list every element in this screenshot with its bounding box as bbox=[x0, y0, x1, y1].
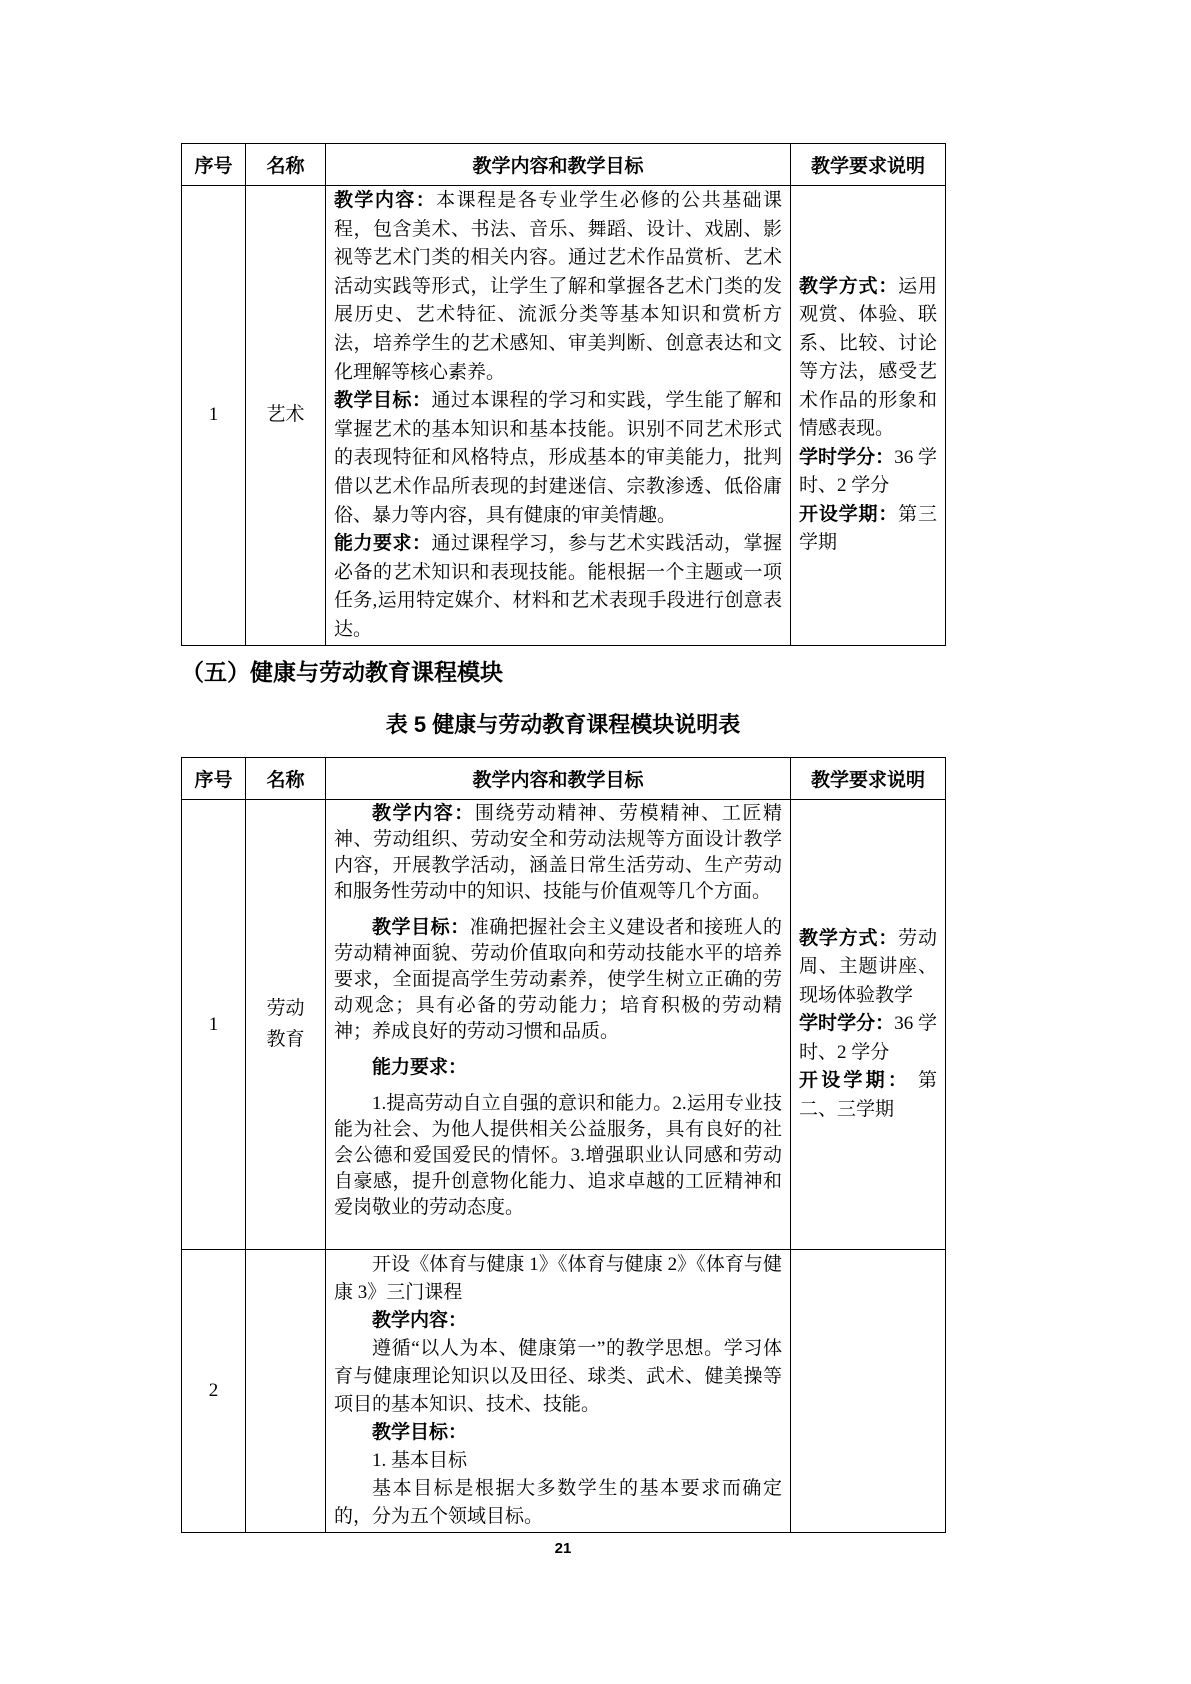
section-heading: （五）健康与劳动教育课程模块 bbox=[181, 659, 503, 685]
pe-teaching-goal-heading bbox=[334, 1419, 782, 1447]
table2-row1-name: 劳动教育 bbox=[246, 800, 326, 1250]
labor-ability-requirement-list bbox=[334, 1091, 782, 1221]
ability-requirement-label: 能力要求： bbox=[334, 533, 432, 555]
table2-row2-name bbox=[246, 1250, 326, 1533]
table2-row1-no: 1 bbox=[182, 800, 246, 1250]
table2-header-name: 名称 bbox=[246, 758, 326, 800]
page-number: 21 bbox=[554, 1540, 572, 1557]
labor-teaching-method-label: 教学方式： bbox=[799, 927, 899, 949]
pe-basic-goal-description-text: 基本目标是根据大多数学生的基本要求而确定的，分为五个领域目标。 bbox=[334, 1478, 782, 1527]
table2-row-labor-education bbox=[182, 800, 946, 1250]
labor-teaching-method-text: 劳动周、主题讲座、现场体验教学 bbox=[799, 927, 937, 1006]
pe-teaching-content-paragraph bbox=[334, 1335, 782, 1419]
credit-hours-text: 36 学时、2 学分 bbox=[799, 446, 937, 497]
labor-ability-requirement-label: 能力要求： bbox=[372, 1057, 468, 1078]
table2-header-no: 序号 bbox=[182, 758, 246, 800]
labor-teaching-content-paragraph bbox=[334, 801, 782, 905]
table1-row-no: 1 bbox=[182, 186, 246, 646]
table1-header-requirements: 教学要求说明 bbox=[791, 144, 946, 186]
health-labor-module-table bbox=[181, 757, 946, 1533]
table1-header-no: 序号 bbox=[182, 144, 246, 186]
labor-credit-hours-label: 学时学分： bbox=[799, 1013, 895, 1035]
teaching-goal-text: 通过本课程的学习和实践，学生能了解和掌握艺术的基本知识和基本技能。识别不同艺术形式的表现特征和风格特点，形成基本的审美能力，批判借以艺术作品所表现的封建迷信、宗教渗透、低俗庸俗、暴力等内容，具有健康的审美情趣。 bbox=[334, 390, 782, 526]
teaching-goal-label: 教学目标： bbox=[334, 390, 432, 412]
labor-semester-paragraph bbox=[799, 1067, 937, 1124]
pe-basic-goal-description bbox=[334, 1475, 782, 1531]
table2-row1-requirements-cell bbox=[791, 800, 946, 1250]
table2-header-requirements: 教学要求说明 bbox=[791, 758, 946, 800]
table2-row2-content-cell bbox=[326, 1250, 791, 1533]
ability-requirement-text: 通过课程学习，参与艺术实践活动，掌握必备的艺术知识和表现技能。能根据一个主题或一项任务,运用特定媒介、材料和艺术表现手段进行创意表达。 bbox=[334, 533, 782, 640]
pe-teaching-goal-label: 教学目标： bbox=[372, 1422, 468, 1443]
pe-courses-intro-paragraph bbox=[334, 1251, 782, 1307]
pe-teaching-content-heading bbox=[334, 1307, 782, 1335]
labor-teaching-goal-label: 教学目标： bbox=[372, 917, 470, 938]
labor-teaching-content-label: 教学内容： bbox=[372, 803, 475, 824]
art-course-table bbox=[181, 143, 946, 646]
table1-row-art bbox=[182, 186, 946, 646]
semester-label: 开设学期： bbox=[799, 503, 899, 525]
teaching-method-paragraph bbox=[799, 273, 937, 444]
table2-row1-content-cell bbox=[326, 800, 791, 1250]
labor-ability-requirement-list-text: 1.提高劳动自立自强的意识和能力。2.运用专业技能为社会、为他人提供相关公益服务，具有良好的社会公德和爱国爱民的情怀。3.增强职业认同感和劳动自豪感，提升创意物化能力、追求卓越的工匠精神和爱岗敬业的劳动态度。 bbox=[334, 1093, 782, 1218]
credit-hours-paragraph bbox=[799, 444, 937, 501]
teaching-content-text: 本课程是各专业学生必修的公共基础课程，包含美术、书法、音乐、舞蹈、设计、戏剧、影视等艺术门类的相关内容。通过艺术作品赏析、艺术活动实践等形式，让学生了解和掌握各艺术门类的发展历史、艺术特征、流派分类等基本知识和赏析方法，培养学生的艺术感知、审美判断、创意表达和文化理解等核心素养。 bbox=[334, 190, 782, 383]
labor-semester-label: 开设学期： bbox=[799, 1070, 911, 1092]
pe-courses-intro-text: 开设《体育与健康 1》《体育与健康 2》《体育与健康 3》三门课程 bbox=[334, 1254, 782, 1303]
table2-header-row bbox=[182, 758, 946, 800]
table2-row2-requirements-cell bbox=[791, 1250, 946, 1533]
labor-teaching-goal-paragraph bbox=[334, 915, 782, 1045]
table2-row2-no: 2 bbox=[182, 1250, 246, 1533]
table1-row-name: 艺术 bbox=[246, 186, 326, 646]
labor-credit-hours-paragraph bbox=[799, 1010, 937, 1067]
labor-credit-hours-text: 36 学时、2 学分 bbox=[799, 1013, 937, 1063]
labor-teaching-method-paragraph bbox=[799, 925, 937, 1011]
table1-header-row bbox=[182, 144, 946, 186]
table2-row-pe-health bbox=[182, 1250, 946, 1533]
teaching-content-paragraph bbox=[334, 187, 782, 387]
labor-teaching-content-text: 围绕劳动精神、劳模精神、工匠精神、劳动组织、劳动安全和劳动法规等方面设计教学内容，开展教学活动，涵盖日常生活劳动、生产劳动和服务性劳动中的知识、技能与价值观等几个方面。 bbox=[334, 803, 782, 902]
labor-semester-text: 第二、三学期 bbox=[799, 1070, 937, 1120]
credit-hours-label: 学时学分： bbox=[799, 446, 895, 468]
teaching-goal-paragraph bbox=[334, 387, 782, 530]
semester-paragraph bbox=[799, 501, 937, 558]
labor-teaching-goal-text: 准确把握社会主义建设者和接班人的劳动精神面貌、劳动价值取向和劳动技能水平的培养要求，全面提高学生劳动素养，使学生树立正确的劳动观念；具有必备的劳动能力；培育积极的劳动精神；养成良好的劳动习惯和品质。 bbox=[334, 917, 782, 1042]
teaching-method-text: 运用观赏、体验、联系、比较、讨论等方法，感受艺术作品的形象和情感表现。 bbox=[799, 275, 937, 440]
teaching-method-label: 教学方式： bbox=[799, 275, 899, 297]
pe-teaching-content-label: 教学内容： bbox=[372, 1310, 468, 1331]
pe-teaching-content-text: 遵循“以人为本、健康第一”的教学思想。学习体育与健康理论知识以及田径、球类、武术、健美操等项目的基本知识、技术、技能。 bbox=[334, 1338, 782, 1415]
teaching-content-label: 教学内容： bbox=[334, 190, 437, 211]
table1-header-name: 名称 bbox=[246, 144, 326, 186]
table5-caption: 表 5 健康与劳动教育课程模块说明表 bbox=[385, 712, 741, 737]
ability-requirement-paragraph bbox=[334, 530, 782, 644]
table1-header-content: 教学内容和教学目标 bbox=[326, 144, 791, 186]
table2-header-content: 教学内容和教学目标 bbox=[326, 758, 791, 800]
table1-row-requirements-cell bbox=[791, 186, 946, 646]
pe-basic-goal-item bbox=[334, 1447, 782, 1475]
semester-text: 第三学期 bbox=[799, 503, 937, 554]
table1-row-content-cell bbox=[326, 186, 791, 646]
labor-ability-requirement-heading bbox=[334, 1055, 782, 1081]
pe-basic-goal-item-text: 1. 基本目标 bbox=[372, 1450, 468, 1471]
